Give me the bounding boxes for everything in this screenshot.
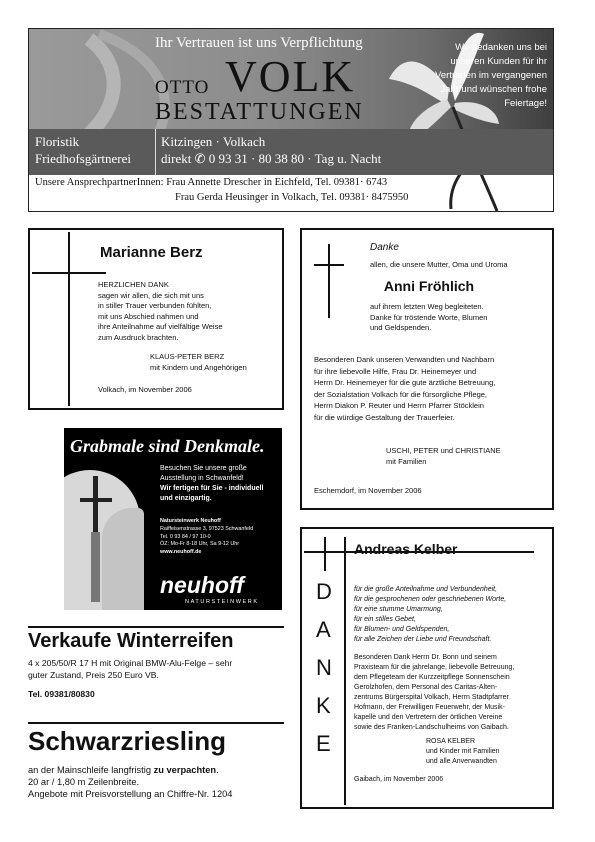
signer-family: und Kinder mit Familien [426,748,500,755]
wine-ad-body [28,764,232,800]
gravestone-ad-text [160,464,278,504]
obituary-berz [28,228,284,410]
place-date: Gaibach, im November 2006 [354,776,444,783]
letter: N [316,655,332,680]
signer-relatives: und alle Anverwandten [426,758,497,765]
divider [28,626,284,628]
letter: A [316,617,331,642]
text-line: Hofmann, der Freiwilligen Feuerwehr, der Musik- [354,704,505,711]
place-date: Volkach, im November 2006 [98,385,192,394]
brand-last-name: VOLK [225,52,356,101]
text-line: dem Pflegeteam der Kurzzeitpflege Sonnenschein [354,674,510,681]
signer-family: mit Familien [386,456,427,466]
phone: Tel. 0 93 84 / 97 10-0 [160,533,211,540]
deceased-name: Marianne Berz [100,244,203,261]
letter: D [316,579,332,604]
text-bold: und einzigartig. [160,495,212,502]
ad-location-phone [161,133,381,167]
service-friedhof: Friedhofsgärtnerei [35,151,132,166]
text-line: für ein stilles Gebet, [354,616,416,623]
text-line: der Sozialstation Volkach für die fürsorgliche Pflege, [314,389,488,399]
text-part: . [216,765,219,775]
neuhoff-logo: neuhoff [160,572,244,598]
text-line: sagen wir allen, die sich mit uns [98,290,204,300]
text-line: Herrn Dr. Heinemeyer für die gute ärztliche Betreuung, [314,378,496,387]
text-line: für alle Zeichen der Liebe und Freundschaft. [354,636,492,643]
text-line: für ihre liebevolle Hilfe, Frau Dr. Heinemeyer und [314,366,477,376]
company-name: Natursteinwerk Neuhoff [160,518,221,524]
service-floristik: Floristik [35,134,80,149]
text-line [160,484,278,494]
danke-heading: Danke [370,242,399,253]
text-line: Besonderen Dank unseren Verwandten und Nachbarn [314,355,495,364]
text-line: 4 x 205/50/R 17 H mit Original BMW-Alu-Felge – sehr [28,658,233,668]
signer: USCHI, PETER und CHRISTIANE [386,446,501,455]
danke-vertical [316,573,332,763]
text-line: zum Ausdruck brachten. [98,332,179,342]
ad-locations: Kitzingen · Volkach [161,134,266,149]
letter: E [316,731,331,756]
text-line: Danke für tröstende Worte, Blumen [370,312,488,322]
text-line: Gerolzhofen, dem Personal des Caritas-Alten- [354,684,498,691]
text-line: guter Zustand, Preis 250 Euro VB. [28,670,159,680]
contact-line-1: Unsere AnsprechpartnerInnen: Frau Annette Drescher in Eichfeld, Tel. 09381· 6743 [35,177,388,188]
text-line: Besuchen Sie unsere große [160,465,247,472]
website: www.neuhoff.de [160,549,202,556]
neuhoff-logo-subtitle: NATURSTEINWERK [185,599,259,605]
deceased-name: Anni Fröhlich [383,278,475,294]
text-line: in stiller Trauer verbunden fühlten, [98,301,212,310]
funeral-home-ad [28,28,554,212]
text-line: Besonderen Dank Herrn Dr. Bonn und seinem [354,654,497,661]
ad-divider [155,129,156,175]
signature [386,446,501,467]
special-thanks [354,653,514,733]
cross-sculpture-icon [76,476,116,606]
tyres-ad-phone: Tel. 09381/80830 [28,689,95,699]
thanks-list [354,585,506,645]
ad-slogan: Ihr Vertrauen ist uns Verpflichtung [155,35,363,51]
gravestone-ad [64,428,282,610]
ad-contacts [35,175,408,205]
intro-text: allen, die unsere Mutter, Oma und Uroma [370,260,508,269]
text-line: für die würdige Gestaltung der Trauerfeier. [314,412,455,422]
text-part: an der Mainschleife langfristig [28,765,154,775]
text-line: HERZLICHEN DANK [98,280,169,289]
wine-ad-title: Schwarzriesling [28,726,226,756]
text-line: mit uns Abschied nahmen und [98,311,199,321]
text-line: für die große Anteilnahme und Verbundenheit, [354,586,498,593]
special-thanks [314,354,495,423]
text-line: Angebote mit Preisvorstellung an Chiffre-Nr. 1204 [28,789,233,799]
signature [150,352,247,373]
obituary-kelber [300,527,554,809]
text-line: kapelle und den Vertretern der örtlichen Vereine [354,714,503,721]
text-line: Praxisteam für die jahrelange, liebevolle Betreuung, [354,664,515,671]
brand-subtitle: BESTATTUNGEN [155,99,364,125]
ad-services [35,133,131,167]
cross-icon [68,232,70,406]
contact-line-2: Frau Gerda Heusinger in Volkach, Tel. 09381· 8475950 [175,192,409,203]
brand-first-name: OTTO [155,77,210,98]
cross-icon [324,537,326,571]
text-line: sowie des Franken-Landschulheims von Gaibach. [354,724,509,731]
signer-family: mit Kindern und Angehörigen [150,362,247,372]
ad-phone: direkt ✆ 0 93 31 · 80 38 80 · Tag u. Nacht [161,151,382,166]
text-line [28,764,232,776]
address: Raiffeisenstrasse 3, 97523 Schwanfeld [160,525,254,532]
opening-hours: ÖZ: Mo-Fr 8-18 Uhr, Sa 9-12 Uhr [160,541,240,548]
signer: KLAUS-PETER BERZ [150,352,225,361]
text-line: für die gesprochenen oder geschriebenen Worte, [354,596,507,603]
text-line: für Blumen- und Geldspenden, [354,626,450,633]
text-line: ihre Anteilnahme auf vielfältige Weise [98,322,223,331]
gravestone-ad-address [160,518,278,557]
gravestone-ad-title: Grabmale sind Denkmale. [70,436,265,456]
place-date: Eschemdorf, im November 2006 [314,486,422,495]
signature [426,737,500,767]
cross-bar [314,264,344,266]
tyres-ad-title: Verkaufe Winterreifen [28,630,234,652]
tyres-ad-body [28,657,284,681]
thanks-text [370,302,487,334]
text-line [160,494,278,504]
thanks-text [98,280,223,343]
text-line: Ausstellung in Schwanfeld! [160,475,244,482]
text-line: und Geldspenden. [370,323,432,332]
letter: K [316,693,331,718]
obituary-froehlich [300,228,554,510]
deceased-name: Andreas Kelber [354,541,458,557]
text-line: 20 ar / 1,80 m Zeilenbreite. [28,777,140,787]
ad-thanks-text: Wir bedanken uns bei unseren Kunden für ihr Vertrauen im vergangenen Jahr und wünschen frohe Feiertage! [435,42,547,109]
text-line: auf ihrem letzten Weg begleiteten. [370,302,484,311]
divider [28,722,284,724]
text-bold: Wir fertigen für Sie - individuell [160,485,264,492]
text-bold: zu verpachten [153,765,217,775]
signer: ROSA KELBER [426,738,476,745]
cross-bar [32,272,106,274]
text-line: für eine stumme Umarmung, [354,606,443,613]
divider-line [344,537,346,805]
text-line: Herrn Diakon P. Reuter und Herrn Pfarrer Stöcklein [314,401,484,410]
text-line: zentrums Bürgerspital Volkach, Herrn Stadtpfarrer [354,694,509,701]
